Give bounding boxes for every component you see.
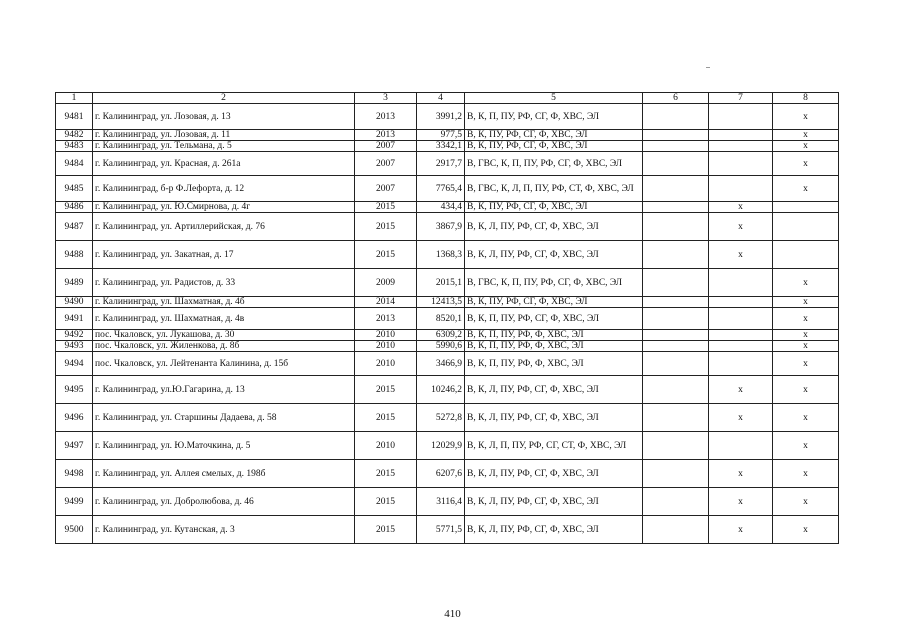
row-year: 2007 bbox=[355, 141, 417, 152]
row-address: г. Калининград, ул. Ю.Маточкина, д. 5 bbox=[93, 432, 355, 460]
row-col8: х bbox=[773, 330, 839, 341]
header-cell-1: 1 bbox=[56, 93, 93, 104]
row-col7 bbox=[709, 330, 773, 341]
row-address: пос. Чкаловск, ул. Лукашова, д. 30 bbox=[93, 330, 355, 341]
row-area: 10246,2 bbox=[417, 376, 465, 404]
row-number: 9486 bbox=[56, 202, 93, 213]
row-col6 bbox=[643, 130, 709, 141]
row-area: 1368,3 bbox=[417, 241, 465, 269]
row-works: В, К, Л, ПУ, РФ, СГ, Ф, ХВС, ЭЛ bbox=[465, 404, 643, 432]
row-number: 9487 bbox=[56, 213, 93, 241]
row-year: 2015 bbox=[355, 202, 417, 213]
row-area: 12413,5 bbox=[417, 297, 465, 308]
row-col7 bbox=[709, 176, 773, 202]
row-col6 bbox=[643, 404, 709, 432]
table-body bbox=[56, 104, 839, 544]
table-row bbox=[56, 176, 839, 202]
row-number: 9492 bbox=[56, 330, 93, 341]
table-row bbox=[56, 213, 839, 241]
row-col7: х bbox=[709, 213, 773, 241]
row-col6 bbox=[643, 330, 709, 341]
row-col7 bbox=[709, 152, 773, 176]
row-number: 9495 bbox=[56, 376, 93, 404]
row-col8: х bbox=[773, 104, 839, 130]
table-row bbox=[56, 404, 839, 432]
row-address: г. Калининград, ул. Закатная, д. 17 bbox=[93, 241, 355, 269]
row-address: г. Калининград, ул. Добролюбова, д. 46 bbox=[93, 488, 355, 516]
row-address: г. Калининград, ул. Ю.Смирнова, д. 4г bbox=[93, 202, 355, 213]
header-cell-8: 8 bbox=[773, 93, 839, 104]
row-year: 2013 bbox=[355, 308, 417, 330]
table-row bbox=[56, 376, 839, 404]
row-address: г. Калининград, ул. Кутанская, д. 3 bbox=[93, 516, 355, 544]
row-year: 2015 bbox=[355, 488, 417, 516]
table-row bbox=[56, 297, 839, 308]
row-col8: х bbox=[773, 460, 839, 488]
row-area: 977,5 bbox=[417, 130, 465, 141]
row-number: 9481 bbox=[56, 104, 93, 130]
table-row bbox=[56, 130, 839, 141]
row-col6 bbox=[643, 432, 709, 460]
row-col6 bbox=[643, 341, 709, 352]
row-area: 5272,8 bbox=[417, 404, 465, 432]
row-area: 5771,5 bbox=[417, 516, 465, 544]
row-number: 9500 bbox=[56, 516, 93, 544]
row-col7 bbox=[709, 269, 773, 297]
table-row bbox=[56, 352, 839, 376]
row-year: 2010 bbox=[355, 341, 417, 352]
row-number: 9485 bbox=[56, 176, 93, 202]
row-works: В, ГВС, К, Л, П, ПУ, РФ, СТ, Ф, ХВС, ЭЛ bbox=[465, 176, 643, 202]
row-number: 9498 bbox=[56, 460, 93, 488]
row-address: г. Калининград, ул. Шахматная, д. 4в bbox=[93, 308, 355, 330]
row-number: 9491 bbox=[56, 308, 93, 330]
row-area: 12029,9 bbox=[417, 432, 465, 460]
row-col8: х bbox=[773, 297, 839, 308]
table-row bbox=[56, 432, 839, 460]
row-col6 bbox=[643, 213, 709, 241]
header-row bbox=[56, 93, 839, 104]
row-number: 9496 bbox=[56, 404, 93, 432]
row-col6 bbox=[643, 516, 709, 544]
row-works: В, К, ПУ, РФ, СГ, Ф, ХВС, ЭЛ bbox=[465, 130, 643, 141]
row-works: В, К, Л, ПУ, РФ, СГ, Ф, ХВС, ЭЛ bbox=[465, 488, 643, 516]
row-year: 2015 bbox=[355, 376, 417, 404]
row-works: В, К, ПУ, РФ, СГ, Ф, ХВС, ЭЛ bbox=[465, 141, 643, 152]
row-col6 bbox=[643, 297, 709, 308]
header-cell-6: 6 bbox=[643, 93, 709, 104]
row-works: В, К, Л, ПУ, РФ, СГ, Ф, ХВС, ЭЛ bbox=[465, 376, 643, 404]
row-works: В, К, Л, ПУ, РФ, СГ, Ф, ХВС, ЭЛ bbox=[465, 213, 643, 241]
row-col7: х bbox=[709, 488, 773, 516]
row-col7: х bbox=[709, 376, 773, 404]
row-works: В, К, П, ПУ, РФ, Ф, ХВС, ЭЛ bbox=[465, 352, 643, 376]
row-year: 2009 bbox=[355, 269, 417, 297]
header-cell-7: 7 bbox=[709, 93, 773, 104]
table-row bbox=[56, 202, 839, 213]
row-col7 bbox=[709, 432, 773, 460]
table-row bbox=[56, 308, 839, 330]
table-row bbox=[56, 488, 839, 516]
row-area: 3991,2 bbox=[417, 104, 465, 130]
row-col8: х bbox=[773, 141, 839, 152]
housing-table bbox=[55, 92, 839, 544]
row-address: г. Калининград, ул.Ю.Гагарина, д. 13 bbox=[93, 376, 355, 404]
row-area: 6309,2 bbox=[417, 330, 465, 341]
row-works: В, К, П, ПУ, РФ, Ф, ХВС, ЭЛ bbox=[465, 341, 643, 352]
row-number: 9488 bbox=[56, 241, 93, 269]
table-row bbox=[56, 460, 839, 488]
row-address: г. Калининград, ул. Тельмана, д. 5 bbox=[93, 141, 355, 152]
row-address: г. Калининград, ул. Шахматная, д. 4б bbox=[93, 297, 355, 308]
row-works: В, ГВС, К, П, ПУ, РФ, СГ, Ф, ХВС, ЭЛ bbox=[465, 152, 643, 176]
table-row bbox=[56, 341, 839, 352]
row-col6 bbox=[643, 308, 709, 330]
row-address: г. Калининград, ул. Красная, д. 261а bbox=[93, 152, 355, 176]
row-col7: х bbox=[709, 202, 773, 213]
row-col7 bbox=[709, 341, 773, 352]
row-year: 2015 bbox=[355, 460, 417, 488]
row-col6 bbox=[643, 152, 709, 176]
row-address: пос. Чкаловск, ул. Жиленкова, д. 8б bbox=[93, 341, 355, 352]
row-col8: х bbox=[773, 176, 839, 202]
row-year: 2015 bbox=[355, 404, 417, 432]
row-col6 bbox=[643, 376, 709, 404]
row-col7: х bbox=[709, 404, 773, 432]
row-year: 2010 bbox=[355, 352, 417, 376]
row-col8 bbox=[773, 241, 839, 269]
row-col8: х bbox=[773, 152, 839, 176]
row-year: 2015 bbox=[355, 241, 417, 269]
table-row bbox=[56, 152, 839, 176]
row-col8: х bbox=[773, 352, 839, 376]
row-number: 9482 bbox=[56, 130, 93, 141]
table-row bbox=[56, 516, 839, 544]
table-row bbox=[56, 104, 839, 130]
row-number: 9499 bbox=[56, 488, 93, 516]
row-col8: х bbox=[773, 516, 839, 544]
row-col7 bbox=[709, 297, 773, 308]
row-year: 2007 bbox=[355, 176, 417, 202]
row-number: 9494 bbox=[56, 352, 93, 376]
scan-artifact bbox=[706, 67, 710, 68]
row-number: 9489 bbox=[56, 269, 93, 297]
row-col8: х bbox=[773, 404, 839, 432]
row-col8: х bbox=[773, 341, 839, 352]
row-col6 bbox=[643, 460, 709, 488]
row-col7 bbox=[709, 141, 773, 152]
row-col7: х bbox=[709, 241, 773, 269]
row-year: 2015 bbox=[355, 213, 417, 241]
row-number: 9490 bbox=[56, 297, 93, 308]
row-col6 bbox=[643, 241, 709, 269]
row-works: В, К, Л, ПУ, РФ, СГ, Ф, ХВС, ЭЛ bbox=[465, 241, 643, 269]
row-area: 3342,1 bbox=[417, 141, 465, 152]
row-area: 3466,9 bbox=[417, 352, 465, 376]
row-col7: х bbox=[709, 460, 773, 488]
row-area: 434,4 bbox=[417, 202, 465, 213]
table-row bbox=[56, 330, 839, 341]
row-address: г. Калининград, ул. Лозовая, д. 13 bbox=[93, 104, 355, 130]
row-col8 bbox=[773, 213, 839, 241]
row-col8: х bbox=[773, 488, 839, 516]
row-year: 2015 bbox=[355, 516, 417, 544]
row-col7 bbox=[709, 352, 773, 376]
row-address: г. Калининград, ул. Лозовая, д. 11 bbox=[93, 130, 355, 141]
row-col6 bbox=[643, 104, 709, 130]
row-works: В, К, Л, П, ПУ, РФ, СГ, СТ, Ф, ХВС, ЭЛ bbox=[465, 432, 643, 460]
row-works: В, К, ПУ, РФ, СГ, Ф, ХВС, ЭЛ bbox=[465, 202, 643, 213]
row-number: 9493 bbox=[56, 341, 93, 352]
row-number: 9484 bbox=[56, 152, 93, 176]
row-address: пос. Чкаловск, ул. Лейтенанта Калинина, д. 15б bbox=[93, 352, 355, 376]
row-area: 8520,1 bbox=[417, 308, 465, 330]
row-area: 7765,4 bbox=[417, 176, 465, 202]
row-address: г. Калининград, ул. Артиллерийская, д. 76 bbox=[93, 213, 355, 241]
row-works: В, ГВС, К, П, ПУ, РФ, СГ, Ф, ХВС, ЭЛ bbox=[465, 269, 643, 297]
row-address: г. Калининград, ул. Старшины Дадаева, д. 58 bbox=[93, 404, 355, 432]
row-col8 bbox=[773, 202, 839, 213]
row-col7 bbox=[709, 104, 773, 130]
header-cell-4: 4 bbox=[417, 93, 465, 104]
row-col8: х bbox=[773, 130, 839, 141]
row-col6 bbox=[643, 141, 709, 152]
row-year: 2014 bbox=[355, 297, 417, 308]
row-address: г. Калининград, ул. Аллея смелых, д. 198б bbox=[93, 460, 355, 488]
row-col6 bbox=[643, 488, 709, 516]
row-col6 bbox=[643, 176, 709, 202]
row-col8: х bbox=[773, 376, 839, 404]
row-area: 6207,6 bbox=[417, 460, 465, 488]
row-col6 bbox=[643, 352, 709, 376]
row-col8: х bbox=[773, 308, 839, 330]
page-number: 410 bbox=[444, 608, 461, 620]
header-cell-2: 2 bbox=[93, 93, 355, 104]
table-row bbox=[56, 269, 839, 297]
row-area: 3116,4 bbox=[417, 488, 465, 516]
row-area: 2917,7 bbox=[417, 152, 465, 176]
row-year: 2013 bbox=[355, 104, 417, 130]
row-works: В, К, Л, ПУ, РФ, СГ, Ф, ХВС, ЭЛ bbox=[465, 460, 643, 488]
row-col7 bbox=[709, 130, 773, 141]
table-row bbox=[56, 241, 839, 269]
table-row bbox=[56, 141, 839, 152]
row-col8: х bbox=[773, 269, 839, 297]
row-col8: х bbox=[773, 432, 839, 460]
row-area: 2015,1 bbox=[417, 269, 465, 297]
row-area: 5990,6 bbox=[417, 341, 465, 352]
row-number: 9497 bbox=[56, 432, 93, 460]
row-year: 2013 bbox=[355, 130, 417, 141]
row-works: В, К, П, ПУ, РФ, Ф, ХВС, ЭЛ bbox=[465, 330, 643, 341]
row-col6 bbox=[643, 269, 709, 297]
row-number: 9483 bbox=[56, 141, 93, 152]
header-cell-5: 5 bbox=[465, 93, 643, 104]
row-area: 3867,9 bbox=[417, 213, 465, 241]
row-address: г. Калининград, ул. Радистов, д. 33 bbox=[93, 269, 355, 297]
row-works: В, К, П, ПУ, РФ, СГ, Ф, ХВС, ЭЛ bbox=[465, 104, 643, 130]
header-cell-3: 3 bbox=[355, 93, 417, 104]
row-col6 bbox=[643, 202, 709, 213]
row-address: г. Калининград, б-р Ф.Лефорта, д. 12 bbox=[93, 176, 355, 202]
row-works: В, К, ПУ, РФ, СГ, Ф, ХВС, ЭЛ bbox=[465, 297, 643, 308]
row-col7 bbox=[709, 308, 773, 330]
row-year: 2007 bbox=[355, 152, 417, 176]
row-works: В, К, Л, ПУ, РФ, СГ, Ф, ХВС, ЭЛ bbox=[465, 516, 643, 544]
row-works: В, К, П, ПУ, РФ, СГ, Ф, ХВС, ЭЛ bbox=[465, 308, 643, 330]
row-year: 2010 bbox=[355, 330, 417, 341]
row-col7: х bbox=[709, 516, 773, 544]
row-year: 2010 bbox=[355, 432, 417, 460]
